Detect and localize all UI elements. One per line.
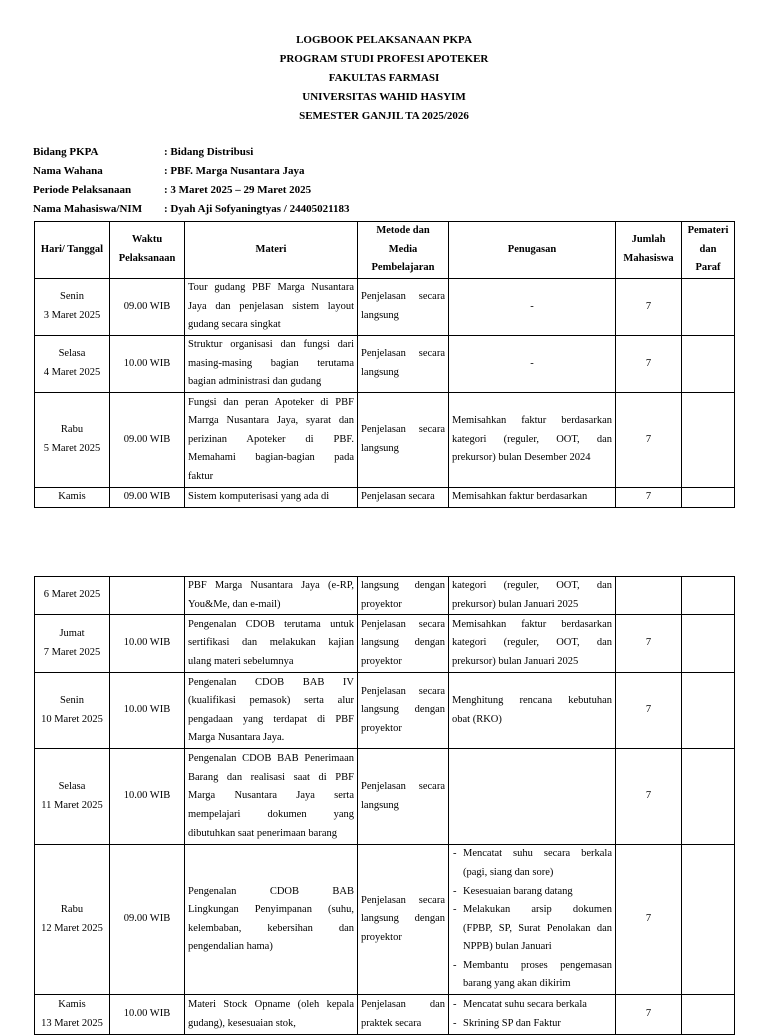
- cell-penugasan: [449, 845, 616, 995]
- table-row: [35, 615, 735, 673]
- cell-pemateri-paraf: [682, 488, 735, 508]
- cell-jumlah: [616, 749, 682, 845]
- cell-materi: [185, 845, 358, 995]
- day-text: Rabu: [60, 904, 84, 916]
- title-line: LOGBOOK PELAKSANAAN PKPA: [296, 34, 472, 46]
- cell-metode-line: Penjelasan secara: [361, 781, 445, 793]
- day-text: 6 Maret 2025: [43, 589, 101, 601]
- cell-metode-line: proyektor: [361, 655, 402, 667]
- cell-materi-line: mempelajari dokumen yang: [188, 808, 354, 820]
- cell-materi-line: bagian administrasi dan gudang: [188, 376, 322, 388]
- cell-materi-line: Barang dan realisasi saat di PBF: [188, 771, 354, 783]
- date-text: 5 Maret 2025: [43, 443, 101, 454]
- cell-materi-line: Pengenalan CDOB BAB: [188, 885, 354, 897]
- cell-jumlah: [616, 336, 682, 393]
- cell-penugasan-line: Memisahkan faktur berdasarkan: [452, 415, 612, 427]
- date-text: 3 Maret 2025: [43, 310, 101, 321]
- cell-metode-line: Penjelasan secara: [361, 894, 445, 906]
- cell-pemateri-paraf: [682, 749, 735, 845]
- cell-materi-line: pengadaan yang terdapat di PBF: [188, 713, 354, 725]
- cell-hari-tanggal: [35, 673, 110, 749]
- cell-materi-line: You&Me, dan e-mail): [188, 598, 281, 610]
- cell-materi-line: Materi Stock Opname (oleh kepala: [188, 999, 354, 1011]
- info-row-bidang: [33, 143, 350, 162]
- header-waktu: Waktu Pelaksanaan: [110, 222, 185, 279]
- cell-materi-line: PBF Marga Nusantara Jaya (e-RP,: [188, 580, 354, 591]
- task-item: [452, 996, 612, 1015]
- info-row-wahana: [33, 162, 350, 181]
- time-text: 10.00 WIB: [123, 357, 171, 369]
- logbook-table-part-1: [34, 221, 735, 508]
- cell-materi-line: Lingkungan Penyimpanan (suhu,: [188, 904, 354, 916]
- cell-metode-line: proyektor: [361, 722, 402, 734]
- date-text: 13 Maret 2025: [41, 1017, 103, 1029]
- cell-waktu: [110, 749, 185, 845]
- cell-metode-line: langsung: [361, 367, 399, 378]
- cell-jumlah: [616, 673, 682, 749]
- cell-penugasan-line: -: [530, 300, 534, 312]
- title-line: UNIVERSITAS WAHID HASYIM: [302, 91, 466, 103]
- title-line: SEMESTER GANJIL TA 2025/2026: [299, 110, 469, 122]
- header-penugasan: Penugasan: [449, 222, 616, 279]
- cell-penugasan: [449, 995, 616, 1035]
- task-item-line: NPPB) bulan Januari: [463, 941, 552, 953]
- info-value: : Bidang Distribusi: [164, 146, 254, 158]
- cell-waktu: [110, 488, 185, 508]
- cell-penugasan: [449, 279, 616, 336]
- info-value: : 3 Maret 2025 – 29 Maret 2025: [164, 184, 312, 196]
- cell-penugasan: [449, 749, 616, 845]
- title-line: PROGRAM STUDI PROFESI APOTEKER: [279, 53, 489, 65]
- header-hari-tanggal: Hari/ Tanggal: [35, 222, 110, 279]
- cell-penugasan: [449, 615, 616, 673]
- table-row: [35, 279, 735, 336]
- task-item-line: (pagi, siang dan sore): [463, 866, 554, 878]
- cell-materi-line: Marga Nusantara Jaya.: [188, 732, 285, 744]
- task-list: [452, 845, 612, 994]
- task-item: [452, 957, 612, 994]
- time-text: 09.00 WIB: [123, 300, 171, 312]
- cell-hari-tanggal: [35, 995, 110, 1035]
- cell-jumlah: [616, 615, 682, 673]
- day-text: Senin: [60, 291, 84, 303]
- cell-jumlah: [616, 995, 682, 1035]
- task-item-line: - Kesesuaian barang datang: [463, 885, 573, 897]
- cell-materi-line: Fungsi dan peran Apoteker di PBF: [188, 396, 354, 408]
- cell-jumlah: [616, 488, 682, 508]
- cell-pemateri-paraf: [682, 577, 735, 615]
- cell-metode-line: proyektor: [361, 598, 402, 610]
- cell-metode: [358, 615, 449, 673]
- cell-metode-line: Penjelasan secara: [361, 424, 445, 436]
- time-text: 10.00 WIB: [123, 1008, 171, 1020]
- cell-materi: [185, 749, 358, 845]
- cell-waktu: [110, 995, 185, 1035]
- day-text: Senin: [60, 695, 84, 707]
- header-metode: Metode dan Media Pembelajaran: [358, 222, 449, 279]
- cell-jumlah: [616, 845, 682, 995]
- cell-metode-line: langsung: [361, 799, 399, 811]
- cell-penugasan-line: -: [530, 357, 534, 369]
- cell-pemateri-paraf: [682, 995, 735, 1035]
- cell-pemateri-paraf: [682, 393, 735, 488]
- cell-metode-line: langsung dengan: [361, 704, 445, 716]
- cell-materi-line: Pengenalan CDOB terutama untuk: [188, 618, 354, 630]
- cell-materi-line: Pengenalan CDOB BAB Penerimaan: [188, 753, 354, 765]
- task-item: [452, 883, 612, 902]
- cell-hari-tanggal: [35, 488, 110, 508]
- cell-pemateri-paraf: [682, 279, 735, 336]
- info-label: Bidang PKPA: [33, 146, 99, 158]
- date-text: 7 Maret 2025: [43, 646, 101, 658]
- cell-materi: [185, 336, 358, 393]
- cell-materi-line: Tour gudang PBF Marga Nusantara: [188, 282, 354, 294]
- cell-pemateri-paraf: [682, 845, 735, 995]
- cell-penugasan: [449, 393, 616, 488]
- cell-hari-tanggal: [35, 845, 110, 995]
- day-text: Selasa: [58, 781, 86, 793]
- date-text: 4 Maret 2025: [43, 367, 101, 378]
- header-materi: Materi: [185, 222, 358, 279]
- date-text: 10 Maret 2025: [41, 713, 103, 725]
- cell-metode: [358, 279, 449, 336]
- cell-jumlah: [616, 577, 682, 615]
- cell-metode-line: Penjelasan dan: [361, 999, 445, 1011]
- time-text: 09.00 WIB: [123, 491, 171, 502]
- info-row-periode: [33, 181, 350, 200]
- day-text: Selasa: [58, 348, 86, 360]
- cell-penugasan-line: prekursor) bulan Januari 2025: [452, 655, 579, 667]
- cell-materi-line: Marga Nusantara Jaya serta: [188, 790, 354, 802]
- jumlah-text: 7: [645, 491, 652, 502]
- cell-materi: [185, 279, 358, 336]
- jumlah-text: 7: [645, 790, 652, 802]
- cell-metode: [358, 393, 449, 488]
- cell-jumlah: [616, 393, 682, 488]
- task-item-line: - Mencatat suhu secara berkala: [463, 848, 612, 860]
- task-item: [452, 845, 612, 882]
- jumlah-text: 7: [645, 704, 652, 716]
- day-text: Kamis: [58, 491, 86, 502]
- table-row: [35, 995, 735, 1035]
- cell-hari-tanggal: [35, 279, 110, 336]
- info-row-mahasiswa: [33, 200, 350, 219]
- jumlah-text: 7: [645, 913, 652, 925]
- day-text: Rabu: [60, 424, 84, 436]
- jumlah-text: 7: [645, 637, 652, 649]
- cell-penugasan-line: Memisahkan faktur berdasarkan: [452, 618, 612, 630]
- task-item: [452, 901, 612, 957]
- task-item-line: - Mencatat suhu secara berkala: [463, 999, 587, 1011]
- cell-hari-tanggal: [35, 749, 110, 845]
- task-item-line: (FPBP, SP, Surat Penolakan dan: [463, 922, 612, 934]
- cell-waktu: [110, 615, 185, 673]
- cell-penugasan-line: kategori (reguler, OOT, dan: [452, 580, 612, 591]
- table-row: [35, 393, 735, 488]
- cell-metode: [358, 488, 449, 508]
- cell-waktu: [110, 393, 185, 488]
- cell-materi: [185, 577, 358, 615]
- cell-penugasan-line: obat (RKO): [452, 713, 502, 725]
- cell-materi-line: (kualifikasi pemasok) serta alur: [188, 695, 354, 707]
- cell-materi-line: gudang), kesesuaian stok,: [188, 1017, 296, 1029]
- info-block: [33, 143, 350, 219]
- cell-penugasan: [449, 336, 616, 393]
- cell-penugasan-line: kategori (reguler, OOT, dan: [452, 637, 612, 649]
- jumlah-text: 7: [645, 357, 652, 369]
- cell-hari-tanggal: [35, 615, 110, 673]
- cell-metode-line: langsung dengan: [361, 637, 445, 649]
- cell-metode-line: proyektor: [361, 931, 402, 943]
- cell-materi-line: Pengenalan CDOB BAB IV: [188, 676, 354, 688]
- cell-materi-line: masing-masing bagian terutama: [188, 357, 354, 369]
- cell-penugasan: [449, 673, 616, 749]
- cell-metode: [358, 577, 449, 615]
- info-value: : Dyah Aji Sofyaningtyas / 24405021183: [164, 203, 350, 215]
- table-row: [35, 336, 735, 393]
- logbook-table-part-2: [34, 576, 735, 1035]
- cell-waktu: [110, 845, 185, 995]
- cell-materi-line: faktur: [188, 470, 214, 482]
- day-text: Jumat: [59, 628, 85, 640]
- cell-metode-line: Penjelasan secara: [361, 348, 445, 360]
- cell-pemateri-paraf: [682, 673, 735, 749]
- cell-metode-line: langsung dengan: [361, 580, 445, 591]
- table-row: [35, 488, 735, 508]
- cell-materi: [185, 673, 358, 749]
- cell-penugasan-line: kategori (reguler, OOT, dan: [452, 433, 612, 445]
- cell-metode-line: langsung: [361, 443, 399, 454]
- cell-materi: [185, 488, 358, 508]
- cell-waktu: [110, 336, 185, 393]
- cell-metode: [358, 336, 449, 393]
- cell-hari-tanggal: [35, 577, 110, 615]
- cell-penugasan: [449, 577, 616, 615]
- cell-materi-line: kelembaban, kebersihan dan: [188, 922, 354, 934]
- info-label: Nama Wahana: [33, 165, 103, 177]
- cell-pemateri-paraf: [682, 336, 735, 393]
- cell-waktu: [110, 673, 185, 749]
- cell-pemateri-paraf: [682, 615, 735, 673]
- jumlah-text: 7: [645, 433, 652, 445]
- table-row: [35, 845, 735, 995]
- document-title: [0, 31, 768, 126]
- task-item-line: - Skrining SP dan Faktur: [463, 1017, 561, 1029]
- cell-materi-line: gudang secara singkat: [188, 319, 281, 331]
- cell-waktu: [110, 279, 185, 336]
- cell-materi-line: sertifikasi dan melakukan kajian: [188, 637, 354, 649]
- task-list: [452, 996, 612, 1033]
- task-item-line: - Melakukan arsip dokumen: [463, 904, 612, 916]
- time-text: 10.00 WIB: [123, 637, 171, 649]
- day-text: Kamis: [58, 999, 86, 1011]
- info-label: Nama Mahasiswa/NIM: [33, 203, 143, 215]
- cell-materi: [185, 995, 358, 1035]
- cell-penugasan-line: prekursor) bulan Januari 2025: [452, 598, 579, 610]
- time-text: 09.00 WIB: [123, 913, 171, 925]
- date-text: 12 Maret 2025: [41, 922, 103, 934]
- table-row: [35, 749, 735, 845]
- cell-metode: [358, 995, 449, 1035]
- cell-penugasan: [449, 488, 616, 508]
- cell-metode: [358, 749, 449, 845]
- jumlah-text: 7: [645, 1008, 652, 1020]
- time-text: 09.00 WIB: [123, 433, 171, 445]
- info-value: : PBF. Marga Nusantara Jaya: [164, 165, 305, 177]
- cell-materi-line: Struktur organisasi dan fungsi dari: [188, 339, 354, 351]
- cell-metode-line: langsung dengan: [361, 913, 445, 925]
- cell-materi-line: Marrga Nusantara Jaya, syarat dan: [188, 415, 354, 427]
- cell-metode-line: Penjelasan secara: [361, 291, 445, 303]
- time-text: 10.00 WIB: [123, 704, 171, 716]
- task-item-line: barang yang akan dikirim: [463, 978, 571, 990]
- cell-materi-line: dibutuhkan saat penerimaan barang: [188, 827, 337, 839]
- cell-materi: [185, 393, 358, 488]
- time-text: 10.00 WIB: [123, 790, 171, 802]
- cell-hari-tanggal: [35, 393, 110, 488]
- cell-hari-tanggal: [35, 336, 110, 393]
- header-jumlah: Jumlah Mahasiswa: [616, 222, 682, 279]
- cell-materi-line: Memahami bagian-bagian pada: [188, 452, 354, 464]
- table-row: [35, 577, 735, 615]
- cell-materi-line: perizinan Apoteker di PBF.: [188, 433, 354, 445]
- cell-metode: [358, 845, 449, 995]
- cell-jumlah: [616, 279, 682, 336]
- cell-metode-line: praktek secara: [361, 1017, 422, 1029]
- jumlah-text: 7: [645, 300, 652, 312]
- cell-materi-line: ulang materi sebelumnya: [188, 655, 294, 667]
- cell-metode-line: Penjelasan secara: [361, 618, 445, 630]
- cell-metode-line: Penjelasan secara: [361, 491, 435, 502]
- cell-metode-line: langsung: [361, 310, 399, 321]
- header-pemateri: Pemateri dan Paraf: [682, 222, 735, 279]
- cell-metode-line: Penjelasan secara: [361, 685, 445, 697]
- info-label: Periode Pelaksanaan: [33, 184, 132, 196]
- task-item-line: - Membantu proses pengemasan: [463, 959, 612, 971]
- cell-materi-line: pengendalian hama): [188, 941, 273, 953]
- cell-materi: [185, 615, 358, 673]
- cell-penugasan-line: prekursor) bulan Desember 2024: [452, 452, 591, 464]
- title-line: FAKULTAS FARMASI: [328, 72, 440, 84]
- cell-materi-line: Sistem komputerisasi yang ada di: [188, 491, 330, 502]
- date-text: 11 Maret 2025: [41, 799, 103, 811]
- table-header-row: [35, 222, 735, 279]
- cell-penugasan-line: Menghitung rencana kebutuhan: [452, 695, 612, 707]
- table-row: [35, 673, 735, 749]
- cell-waktu: [110, 577, 185, 615]
- cell-materi-line: Jaya dan penjelasan sistem layout: [188, 300, 354, 312]
- cell-metode: [358, 673, 449, 749]
- cell-penugasan-line: Memisahkan faktur berdasarkan: [452, 491, 588, 502]
